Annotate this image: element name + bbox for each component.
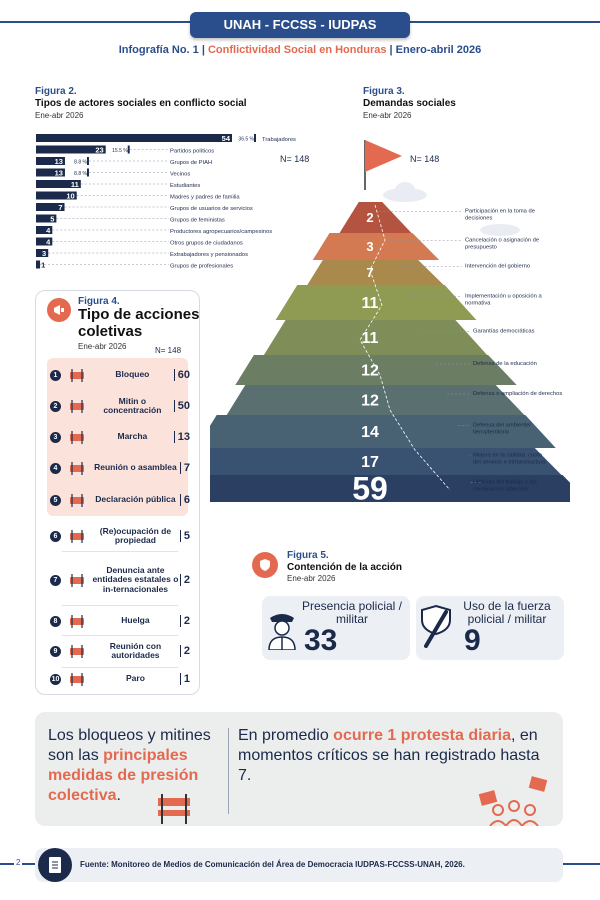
action-divider <box>62 551 178 552</box>
tent-icon <box>67 527 87 545</box>
action-row <box>50 636 190 666</box>
fig4-label: Figura 4. <box>78 296 120 307</box>
meeting-icon <box>67 459 87 477</box>
actor-value-label: 11 <box>70 180 79 189</box>
fig4-period: Ene-abr 2026 <box>78 342 127 351</box>
action-number: 8 <box>50 616 61 627</box>
fist-icon <box>67 612 87 630</box>
actor-value-label: 4 <box>46 237 51 247</box>
action-row <box>50 522 190 550</box>
conclusion-right-highlight: ocurre 1 protesta diaria <box>333 727 512 744</box>
actor-category-label: Vecinos <box>170 171 191 178</box>
actor-value-label: 7 <box>58 203 63 212</box>
action-label: Mitin o concentración <box>103 395 162 415</box>
action-label: Denuncia ante entidades estatales o in-ternacionales <box>92 564 179 594</box>
action-row <box>50 361 190 389</box>
action-row <box>50 667 190 691</box>
demand-category-label: Defensa o ampliación de derechos <box>473 391 563 397</box>
conclusion-left <box>48 726 218 806</box>
conclusions-divider <box>228 728 229 814</box>
demand-category-label: tierra/territorio <box>473 429 510 436</box>
actor-value-label: 23 <box>95 145 104 155</box>
action-number: 2 <box>50 401 61 412</box>
action-label: (Re)ocupación de propiedad <box>99 525 172 545</box>
summit-flag-icon <box>365 140 402 190</box>
action-number: 4 <box>50 463 61 474</box>
demand-value-label: 7 <box>366 265 374 281</box>
subtitle-part2: Conflictividad Social en Honduras <box>207 44 387 56</box>
actor-value-label: 5 <box>50 214 55 224</box>
police-presence-value: 33 <box>304 624 338 657</box>
demand-category-label: Defensa del trabajo y las <box>473 479 537 486</box>
demand-layer <box>307 260 443 285</box>
demand-category-label: Implementación u oposición a <box>465 293 542 300</box>
actor-category-label: Madres y padres de familia <box>170 194 240 201</box>
demand-category-label: Garantías democráticas <box>473 328 535 335</box>
demand-category-label: Mejora en la calidad, costo <box>473 452 542 459</box>
conclusion-right-pre: En promedio <box>238 727 334 744</box>
conclusion-left-highlight: principales medidas de presión colectiva <box>48 747 199 804</box>
demand-category-label: Intervención del gobierno <box>465 263 531 270</box>
actor-percent-label: 36.5 % <box>238 136 254 143</box>
fig2-title: Tipos de actores sociales en conflicto social <box>35 98 247 109</box>
police-presence-label: Presencia policial / militar <box>301 599 403 627</box>
demands-mountain-chart <box>210 130 570 510</box>
action-number: 5 <box>50 495 61 506</box>
actor-value-label: 54 <box>221 134 230 143</box>
action-row <box>50 452 190 484</box>
fig2-label: Figura 2. <box>35 86 77 97</box>
subtitle-part3: | Enero-abril 2026 <box>389 44 482 56</box>
action-number: 10 <box>51 675 60 683</box>
podium-icon <box>67 491 87 509</box>
action-label: Marcha <box>117 431 148 442</box>
action-row <box>50 608 190 634</box>
conclusion-right-post: , en momentos críticos se han registrado hasta 7. <box>238 727 540 784</box>
fig4-title <box>78 307 199 340</box>
fig4-title-line1: Tipo de acciones <box>78 306 200 323</box>
action-row <box>50 423 190 451</box>
action-row <box>50 390 190 422</box>
demand-value-label: 2 <box>366 210 374 226</box>
action-number: 7 <box>50 575 61 586</box>
action-label: Paro <box>125 673 145 684</box>
actor-percent-label: 8.8 % <box>74 171 87 177</box>
megaphone-icon <box>67 397 87 415</box>
actor-value-label: 3 <box>42 249 47 258</box>
protest-crowd-icon <box>476 776 556 826</box>
barricade-icon <box>67 366 87 384</box>
conclusion-left-post: . <box>116 787 121 804</box>
header-title: UNAH - FCCSS - IUDPAS <box>190 12 410 38</box>
flag-icon <box>67 428 87 446</box>
conclusion-left-pre: Los bloqueos y mitines son las <box>48 727 211 764</box>
fig3-title: Demandas sociales <box>363 98 456 109</box>
footer-source: Fuente: Monitoreo de Medios de Comunicación del Área de Democracia IUDPAS-FCCSS-UNAH, 2026. <box>80 860 465 869</box>
alert-icon <box>67 571 87 589</box>
page-number: 2 <box>16 858 21 867</box>
action-label: Huelga <box>121 615 150 626</box>
actor-category-label: Partidos políticos <box>170 148 215 155</box>
crowd-icon <box>67 670 87 688</box>
demand-value-label: 11 <box>361 295 379 313</box>
demand-category-label: del servicio e infraestructura <box>473 459 546 466</box>
action-value: 7 <box>180 462 190 474</box>
actor-category-label: Grupos de profesionales <box>170 263 234 270</box>
action-value: 5 <box>180 530 190 542</box>
action-number: 1 <box>50 370 61 381</box>
shield-icon <box>252 552 278 578</box>
action-row <box>50 484 190 516</box>
fig3-period: Ene-abr 2026 <box>363 111 412 120</box>
fig5-period: Ene-abr 2026 <box>287 574 336 583</box>
fig5-label: Figura 5. <box>287 550 329 561</box>
barricade-icon <box>156 792 192 824</box>
fig3-label: Figura 3. <box>363 86 405 97</box>
fig4-title-line2: coletivas <box>78 322 143 340</box>
demand-value-label: 17 <box>361 454 379 472</box>
demand-category-label: decisiones <box>465 215 493 222</box>
action-value: 1 <box>180 673 190 685</box>
force-use-value: 9 <box>464 624 481 657</box>
actor-value-label: 13 <box>54 168 63 178</box>
action-value: 50 <box>174 400 190 412</box>
demand-value-label: 59 <box>352 470 388 507</box>
infographic-subtitle <box>0 44 600 56</box>
fig2-period: Ene-abr 2026 <box>35 111 84 120</box>
force-use-label: Uso de la fuerza policial / militar <box>463 599 551 627</box>
group-icon <box>67 642 87 660</box>
action-label: Bloqueo <box>115 369 150 380</box>
demand-value-label: 12 <box>361 392 379 410</box>
action-value: 2 <box>180 645 190 657</box>
fig3-n: N= 148 <box>410 154 440 164</box>
demand-category-label: condiciones laborales <box>473 486 529 493</box>
demand-value-label: 14 <box>361 424 379 442</box>
action-row <box>50 556 190 604</box>
action-label: Reunión con autoridades <box>109 640 162 660</box>
actor-value-label: 10 <box>66 191 75 201</box>
demand-category-label: Defensa de la educación <box>473 361 537 367</box>
subtitle-part1: Infografía No. 1 <box>118 44 199 56</box>
demand-category-label: Participación en la toma de <box>465 208 535 215</box>
actor-value-label: 13 <box>54 157 63 166</box>
demand-value-label: 11 <box>361 330 379 348</box>
demand-category-label: Defensa del ambiente/ <box>473 422 532 429</box>
actor-percent-label: 15.5 % <box>112 148 128 154</box>
action-label: Declaración pública <box>95 494 176 505</box>
actor-category-label: Otros grupos de ciudadanos <box>170 240 243 247</box>
subtitle-sep: | <box>201 44 205 56</box>
action-value: 60 <box>174 369 190 381</box>
demand-value-label: 3 <box>366 239 374 255</box>
actor-category-label: Extrabajadores y pensionados <box>170 252 248 258</box>
action-number: 3 <box>50 432 61 443</box>
actor-value-label: 4 <box>46 226 51 235</box>
demand-category-label: normativa <box>465 300 491 307</box>
police-icon <box>266 610 298 650</box>
megaphone-icon <box>47 298 71 322</box>
actor-category-label: Grupos de usuarios de servicios <box>170 206 253 212</box>
action-number: 9 <box>50 646 61 657</box>
actor-percent-label: 8.8 % <box>74 159 87 166</box>
demand-category-label: Cancelación o asignación de <box>465 237 540 244</box>
fig4-n: N= 148 <box>155 346 182 355</box>
document-icon <box>38 848 72 882</box>
force-use-card <box>416 596 564 660</box>
demand-layer <box>313 233 439 260</box>
action-value: 13 <box>174 431 190 443</box>
demand-category-label: presupuesto <box>465 244 497 251</box>
action-number: 6 <box>50 531 61 542</box>
action-value: 2 <box>180 615 190 627</box>
action-label: Reunión o asamblea <box>94 462 177 473</box>
actor-category-label: Estudiantes <box>170 183 201 189</box>
actor-bar <box>36 261 40 269</box>
police-presence-card <box>262 596 410 660</box>
action-divider <box>62 605 178 606</box>
fig5-title: Contención de la acción <box>287 562 403 573</box>
demand-value-label: 12 <box>361 362 379 380</box>
actor-category-label: Trabajadores <box>262 137 296 143</box>
actor-category-label: Grupos de PIAH <box>170 160 213 166</box>
action-value: 6 <box>180 494 190 506</box>
actor-category-label: Productores agropecuarios/campesinos <box>170 229 273 235</box>
action-value: 2 <box>180 574 190 586</box>
actor-value-label: 1 <box>41 260 46 270</box>
fig2-n: N= 148 <box>280 154 310 164</box>
actor-category-label: Grupos de feministas <box>170 217 225 224</box>
baton-shield-icon <box>420 604 452 650</box>
